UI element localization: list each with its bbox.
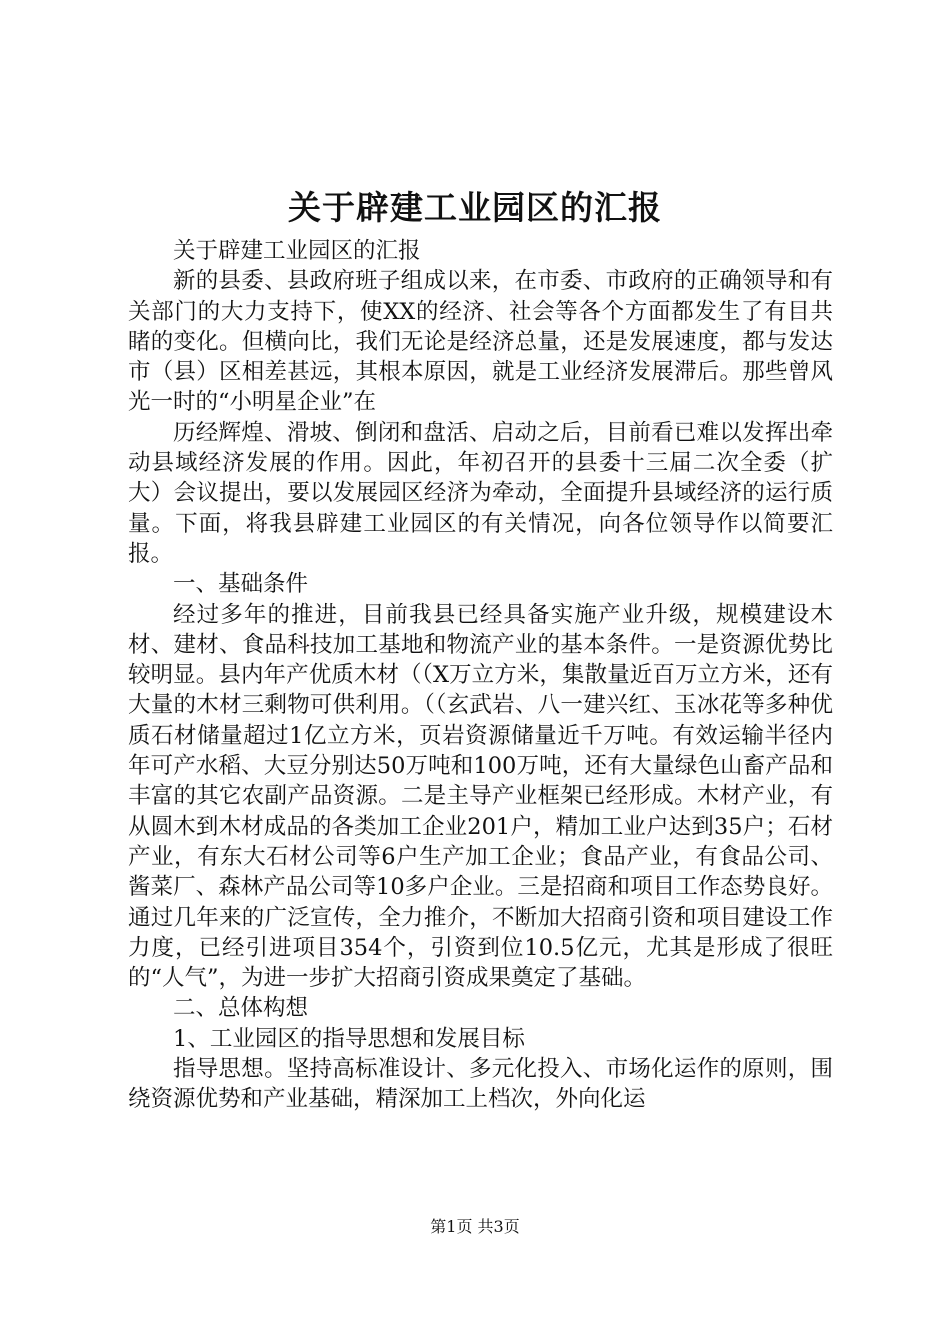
subsection-heading-guiding-thought: 1、工业园区的指导思想和发展目标 xyxy=(173,1025,525,1052)
paragraph-intro: 新的县委、县政府班子组成以来，在市委、市政府的正确领导和有关部门的大力支持下，使XX的经济、社会等各个方面都发生了有目共睹的变化。但横向比，我们无论是经济总量，还是发展速度，都与发达市（县）区相差甚远，其根本原因，就是工业经济发展滞后。那些曾风光一时的“小明星企业”在 xyxy=(128,268,833,416)
document-body xyxy=(128,236,833,1115)
page-number: 第1页 共3页 xyxy=(430,1217,520,1236)
paragraph-intro-continued: 历经辉煌、滑坡、倒闭和盘活、启动之后，目前看已难以发挥出牵动县域经济发展的作用。因此，年初召开的县委十三届二次全委（扩大）会议提出，要以发展园区经济为牵动，全面提升县域经济的运行质量。下面，将我县辟建工业园区的有关情况，向各位领导作以简要汇报。 xyxy=(128,419,833,567)
section-heading-overall-concept: 二、总体构想 xyxy=(173,995,309,1022)
paragraph-basic-conditions: 经过多年的推进，目前我县已经具备实施产业升级，规模建设木材、建材、食品科技加工基地和物流产业的基本条件。一是资源优势比较明显。县内年产优质木材（（X万立方米，集散量近百万立方米，还有大量的木材三剩物可供利用。（（玄武岩、八一建兴红、玉冰花等多种优质石材储量超过1亿立方米，页岩资源储量近千万吨。有效运输半径内年可产水稻、大豆分别达50万吨和100万吨，还有大量绿色山畜产品和丰富的其它农副产品资源。二是主导产业框架已经形成。木材产业，有从圆木到木材成品的各类加工企业201户，精加工业户达到35户；石材产业，有东大石材公司等6户生产加工企业；食品产业，有食品公司、酱菜厂、森林产品公司等10多户企业。三是招商和项目工作态势良好。通过几年来的广泛宣传，全力推介，不断加大招商引资和项目建设工作力度，已经引进项目354个，引资到位10.5亿元，尤其是形成了很旺的“人气”，为进一步扩大招商引资成果奠定了基础。 xyxy=(128,601,833,992)
section-heading-basic-conditions: 一、基础条件 xyxy=(173,571,309,598)
document-title: 关于辟建工业园区的汇报 xyxy=(288,188,662,227)
paragraph-guiding-thought: 指导思想。坚持高标准设计、多元化投入、市场化运作的原则，围绕资源优势和产业基础，精深加工上档次，外向化运 xyxy=(128,1056,833,1113)
paragraph-heading-repeat: 关于辟建工业园区的汇报 xyxy=(173,238,421,264)
